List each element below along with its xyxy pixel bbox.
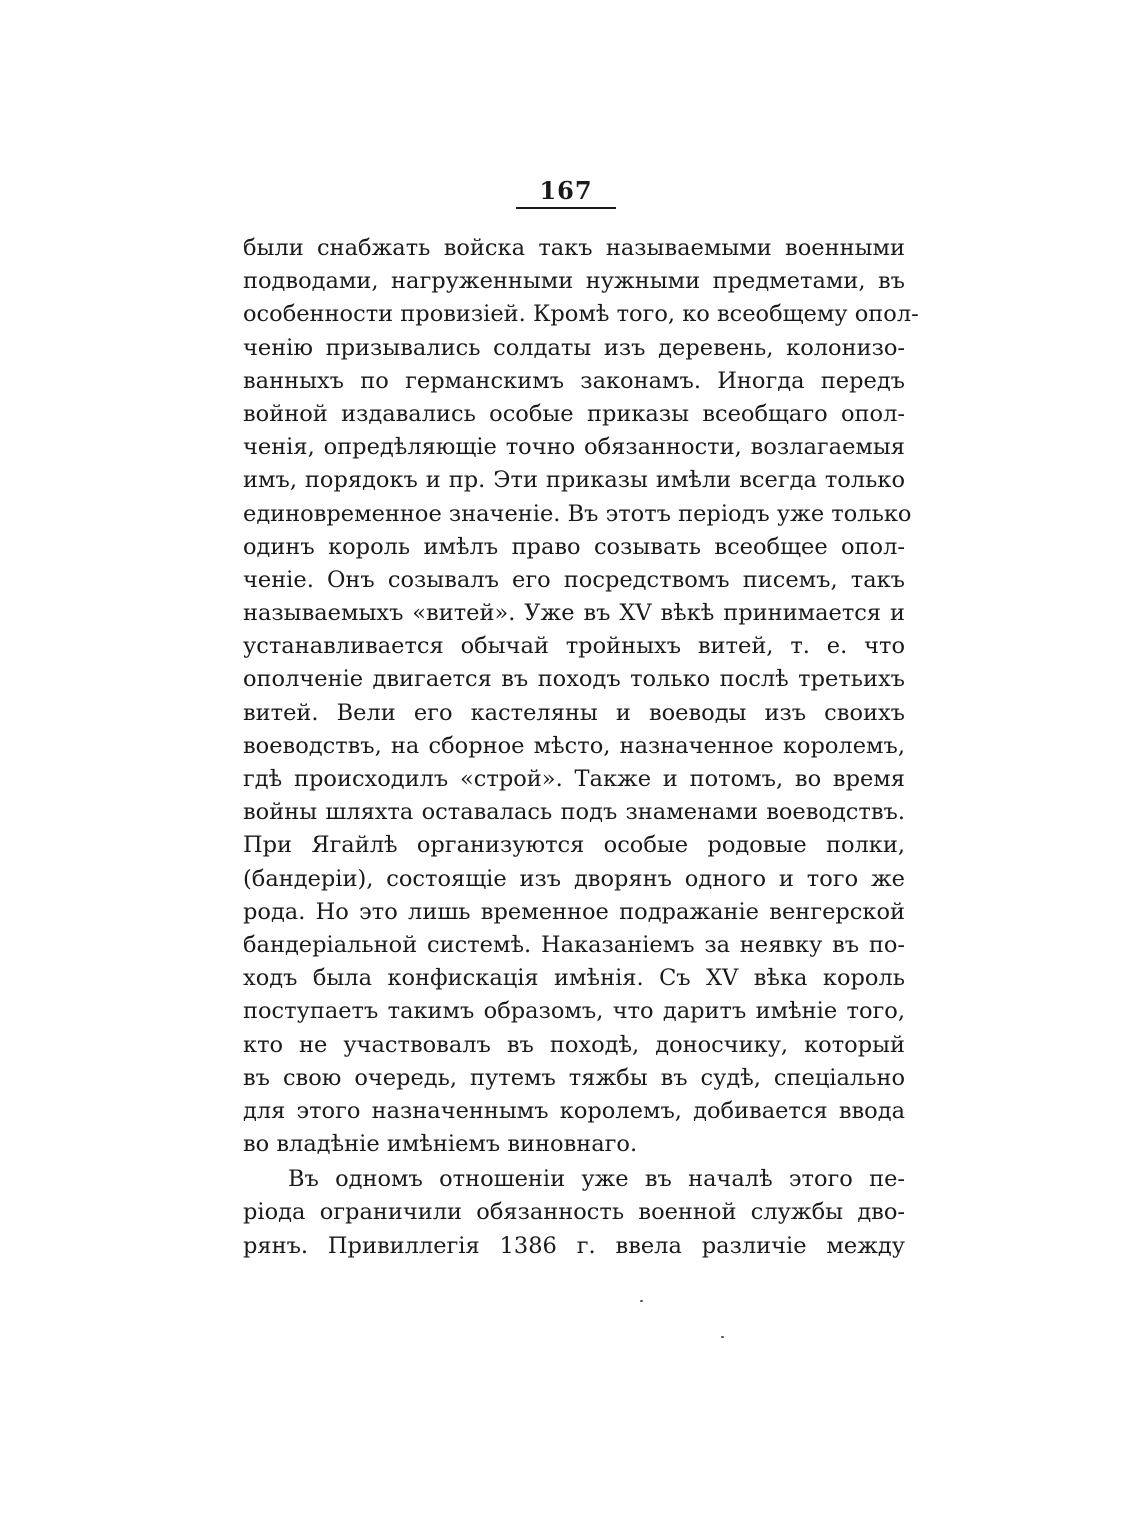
text-line: войной издавались особые приказы всеобщаго опол- bbox=[243, 400, 905, 427]
page-number: 167 bbox=[539, 176, 593, 205]
text-line: гдѣ происходилъ «строй». Также и потомъ, во время bbox=[243, 766, 905, 792]
scan-speck bbox=[640, 1300, 643, 1302]
text-line: подводами, нагруженными нужными предметами, въ bbox=[243, 268, 905, 295]
text-line: ходъ была конфискацiя имѣнiя. Съ XV вѣка король bbox=[243, 965, 905, 992]
text-line: (бандерiи), состоящiе изъ дворянъ одного и того же bbox=[243, 865, 905, 892]
text-line: устанавливается обычай тройныхъ витей, т. е. что bbox=[243, 633, 905, 660]
text-line: рiода ограничили обязанность военной службы дво- bbox=[243, 1199, 905, 1226]
text-line: въ свою очередь, путемъ тяжбы въ судѣ, спецiально bbox=[243, 1064, 905, 1091]
text-line: называемыхъ «витей». Уже въ XV вѣкѣ принимается и bbox=[243, 600, 905, 627]
paragraph-1 bbox=[243, 232, 919, 1161]
paragraph-2 bbox=[243, 1163, 905, 1263]
text-line: особенности провизiей. Кромѣ того, ко всеобщему опол- bbox=[243, 301, 919, 328]
text-line: поступаетъ такимъ образомъ, что даритъ имѣнiе того, bbox=[243, 998, 905, 1025]
body-text bbox=[243, 232, 919, 1263]
text-line: рода. Но это лишь временное подражанiе венгерской bbox=[243, 898, 905, 925]
text-line: ванныхъ по германскимъ законамъ. Иногда передъ bbox=[243, 367, 905, 394]
text-line: ченiю призывались солдаты изъ деревень, колонизо- bbox=[243, 334, 905, 361]
text-line: Въ одномъ отношенiи уже въ началѣ этого пе- bbox=[288, 1166, 905, 1193]
text-line: для этого назначеннымъ королемъ, добивается ввода bbox=[243, 1097, 905, 1124]
text-line: ченiе. Онъ созывалъ его посредствомъ писемъ, такъ bbox=[243, 566, 905, 593]
text-line: одинъ король имѣлъ право созывать всеобщее опол- bbox=[243, 533, 905, 560]
text-line: единовременное значенiе. Въ этотъ перiодъ уже только bbox=[243, 500, 912, 527]
text-line: войны шляхта оставалась подъ знаменами воеводствъ. bbox=[243, 799, 905, 826]
text-line: ополченiе двигается въ походъ только послѣ третьихъ bbox=[243, 666, 905, 693]
text-line: воеводствъ, на сборное мѣсто, назначенное королемъ, bbox=[243, 732, 905, 759]
text-line: имъ, порядокъ и пр. Эти приказы имѣли всегда только bbox=[243, 467, 905, 494]
text-line: во владѣнiе имѣнiемъ виновнаго. bbox=[243, 1131, 638, 1158]
text-line: кто не участвовалъ въ походѣ, доносчику, который bbox=[243, 1031, 905, 1058]
text-line: бандерiальной системѣ. Наказанiемъ за неявку въ по- bbox=[243, 931, 905, 958]
scan-speck bbox=[721, 1336, 724, 1338]
text-line: При Ягайлѣ организуются особые родовые полки, bbox=[243, 832, 905, 859]
text-line: витей. Вели его кастеляны и воеводы изъ своихъ bbox=[243, 699, 905, 726]
text-line: ченiя, опредѣляющiе точно обязанности, возлагаемыя bbox=[243, 434, 905, 461]
text-line: были снабжать войска такъ называемыми военными bbox=[243, 235, 905, 261]
page-number-rule bbox=[516, 207, 616, 209]
text-line: рянъ. Привиллегiя 1386 г. ввела различiе между bbox=[243, 1232, 905, 1259]
